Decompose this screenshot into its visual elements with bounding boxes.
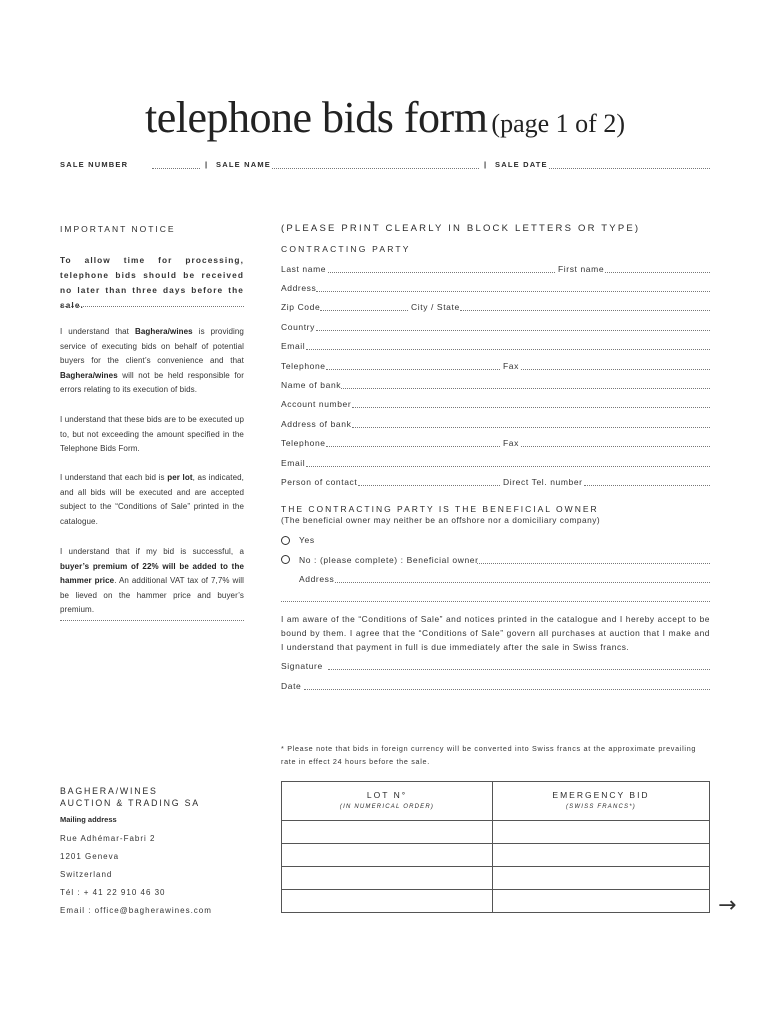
last-name-field[interactable] — [328, 272, 555, 273]
company-phone: Tél : + 41 22 910 46 30 — [60, 888, 166, 897]
first-name-label: First name — [558, 264, 605, 274]
emergency-bid-cell[interactable] — [493, 890, 710, 913]
notice-paragraph-2: I understand that these bids are to be executed up to, but not exceeding the amount specified in the Telephone Bids Form. — [60, 415, 244, 453]
fax-field[interactable] — [521, 369, 710, 370]
table-header-row — [282, 782, 710, 821]
email-label-2: Email — [281, 458, 306, 468]
bank-address-field[interactable] — [352, 427, 710, 428]
email-label: Email — [281, 341, 306, 351]
email-field[interactable] — [306, 349, 710, 350]
sale-number-field[interactable] — [152, 168, 200, 169]
emergency-bid-cell[interactable] — [493, 844, 710, 867]
table-row — [282, 821, 710, 844]
telephone-field-2[interactable] — [326, 446, 500, 447]
direct-tel-label: Direct Tel. number — [503, 477, 583, 487]
company-city: 1201 Geneva — [60, 852, 120, 861]
notice-heading: IMPORTANT NOTICE — [60, 224, 176, 234]
beneficial-address-field[interactable] — [335, 582, 710, 583]
bank-name-field[interactable] — [341, 388, 710, 389]
lot-number-cell[interactable] — [282, 867, 493, 890]
mailing-address-heading: Mailing address — [60, 815, 117, 824]
emergency-bid-header: EMERGENCY BID (SWISS FRANCS*) — [493, 782, 710, 821]
bank-address-label: Address of bank — [281, 419, 352, 429]
company-email: Email : office@bagherawines.com — [60, 906, 212, 915]
signature-label: Signature — [281, 661, 323, 671]
agreement-text: I am aware of the “Conditions of Sale” and notices printed in the catalogue and I hereby accept to be bound by them. I agree that the “Conditions of Sale” govern all purchases at auction that I make and I understand that payment in full is due immediately after the sale in Swiss francs. — [281, 614, 710, 652]
lot-number-cell[interactable] — [282, 890, 493, 913]
table-row — [282, 844, 710, 867]
beneficial-address-label: Address — [299, 574, 335, 584]
email-field-2[interactable] — [306, 466, 710, 467]
yes-label: Yes — [299, 535, 315, 545]
city-state-label: City / State — [411, 302, 460, 312]
print-note: (PLEASE PRINT CLEARLY IN BLOCK LETTERS OR TYPE) — [281, 223, 641, 234]
notice-warning: To allow time for processing, telephone bids should be received no later than three days before the sale. — [60, 255, 244, 310]
divider — [60, 306, 244, 307]
company-subtitle: AUCTION & TRADING SA — [60, 798, 200, 808]
beneficial-owner-heading: THE CONTRACTING PARTY IS THE BENEFICIAL OWNER — [281, 504, 599, 514]
fax-label: Fax — [503, 361, 519, 371]
company-country: Switzerland — [60, 870, 113, 879]
contact-person-label: Person of contact — [281, 477, 358, 487]
signature-field[interactable] — [328, 669, 710, 670]
form-title: telephone bids form — [145, 93, 488, 142]
address-field[interactable] — [316, 291, 710, 292]
sale-date-field[interactable] — [549, 168, 710, 169]
contracting-party-heading: CONTRACTING PARTY — [281, 244, 411, 254]
no-radio[interactable] — [281, 555, 290, 564]
page-title — [0, 92, 770, 143]
divider — [60, 620, 244, 621]
table-row — [282, 867, 710, 890]
address-label: Address — [281, 283, 317, 293]
city-state-field[interactable] — [460, 310, 710, 311]
sale-name-field[interactable] — [272, 168, 479, 169]
lot-number-header: LOT N° (IN NUMERICAL ORDER) — [282, 782, 493, 821]
lot-number-cell[interactable] — [282, 844, 493, 867]
next-page-arrow-icon[interactable]: → — [718, 893, 737, 918]
telephone-label: Telephone — [281, 361, 326, 371]
notice-paragraph-4: I understand that if my bid is successful, a buyer’s premium of 22% will be added to the hammer price. An additional VAT tax of 7,7% will be lieved on the hammer price and buyer’s premium. — [60, 547, 245, 614]
bank-name-label: Name of bank — [281, 380, 342, 390]
header-separator: | — [205, 160, 209, 169]
sale-date-label: SALE DATE — [495, 160, 548, 169]
date-field[interactable] — [304, 689, 710, 690]
telephone-label-2: Telephone — [281, 438, 326, 448]
yes-radio[interactable] — [281, 536, 290, 545]
lot-number-cell[interactable] — [282, 821, 493, 844]
company-name: BAGHERA/WINES — [60, 786, 158, 796]
telephone-field[interactable] — [326, 369, 500, 370]
header-separator: | — [484, 160, 488, 169]
country-field[interactable] — [316, 330, 710, 331]
no-label: No : (please complete) : Beneficial owner — [299, 555, 479, 565]
date-label: Date — [281, 681, 302, 691]
beneficial-owner-field[interactable] — [477, 563, 710, 564]
bids-table — [281, 781, 710, 913]
company-street: Rue Adhémar-Fabri 2 — [60, 834, 156, 843]
fax-field-2[interactable] — [521, 446, 710, 447]
emergency-bid-cell[interactable] — [493, 867, 710, 890]
table-row — [282, 890, 710, 913]
divider — [281, 601, 710, 602]
contact-person-field[interactable] — [358, 485, 500, 486]
emergency-bid-cell[interactable] — [493, 821, 710, 844]
currency-note: * Please note that bids in foreign currency will be converted into Swiss francs at the approximate prevailing rate in effect 24 hours before the sale. — [281, 744, 697, 766]
page-indicator: (page 1 of 2) — [491, 109, 625, 138]
zip-code-label: Zip Code — [281, 302, 321, 312]
beneficial-owner-note: (The beneficial owner may neither be an offshore nor a domiciliary company) — [281, 515, 601, 525]
last-name-label: Last name — [281, 264, 327, 274]
notice-paragraph-3: I understand that each bid is per lot, as indicated, and all bids will be executed and are accepted subject to the “Conditions of Sale” printed in the catalogue. — [60, 473, 245, 526]
direct-tel-field[interactable] — [584, 485, 710, 486]
sale-number-label: SALE NUMBER — [60, 160, 129, 169]
account-number-label: Account number — [281, 399, 352, 409]
account-number-field[interactable] — [352, 407, 710, 408]
notice-paragraph-1: I understand that Baghera/wines is providing service of executing bids on behalf of potential buyers for the client’s convenience and that Baghera/wines will not be held responsible for errors relating to its execution of bids. — [60, 327, 244, 394]
fax-label-2: Fax — [503, 438, 519, 448]
first-name-field[interactable] — [605, 272, 710, 273]
zip-code-field[interactable] — [320, 310, 408, 311]
country-label: Country — [281, 322, 315, 332]
sale-name-label: SALE NAME — [216, 160, 271, 169]
